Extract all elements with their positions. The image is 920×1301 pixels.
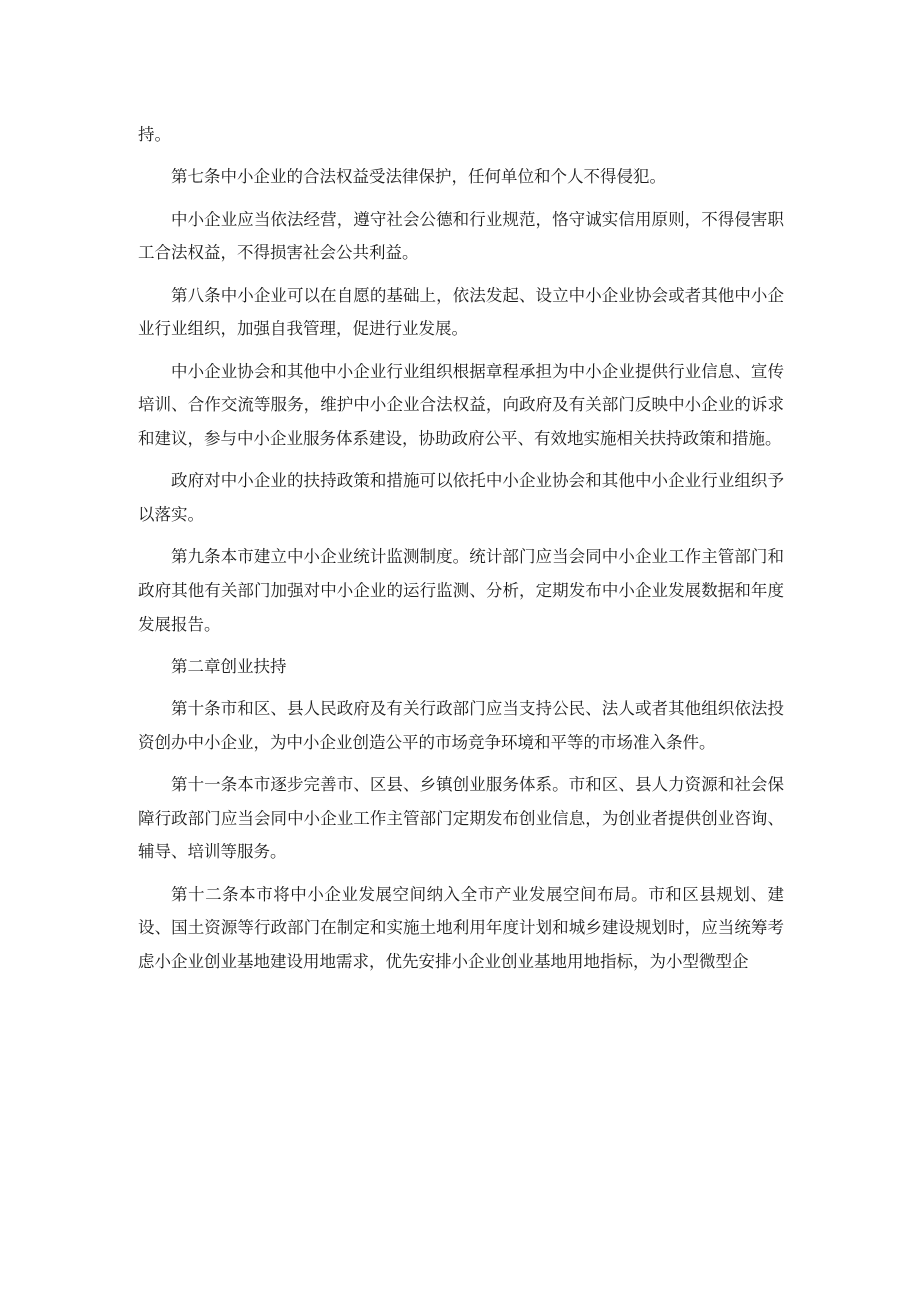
paragraph-article-8: 第八条中小企业可以在自愿的基础上，依法发起、设立中小企业协会或者其他中小企业行业组织，加强自我管理，促进行业发展。 [138, 285, 784, 339]
paragraph-article-7: 第七条中小企业的合法权益受法律保护，任何单位和个人不得侵犯。 [171, 167, 666, 187]
paragraph-article-10: 第十条市和区、县人民政府及有关行政部门应当支持公民、法人或者其他组织依法投资创办中小企业，为中小企业创造公平的市场竞争环境和平等的市场准入条件。 [138, 699, 784, 752]
paragraph-article-7-clause-2: 中小企业应当依法经营，遵守社会公德和行业规范，恪守诚实信用原则，不得侵害职工合法权益，不得损害社会公共利益。 [138, 209, 784, 263]
paragraph-article-11: 第十一条本市逐步完善市、区县、乡镇创业服务体系。市和区、县人力资源和社会保障行政部门应当会同中小企业工作主管部门定期发布创业信息，为创业者提供创业咨询、辅导、培训等服务。 [138, 775, 784, 862]
document-body [138, 118, 784, 987]
paragraph-article-8-clause-2: 中小企业协会和其他中小企业行业组织根据章程承担为中小企业提供行业信息、宣传培训、合作交流等服务，维护中小企业合法权益，向政府及有关部门反映中小企业的诉求和建议，参与中小企业服务体系建设，协助政府公平、有效地实施相关扶持政策和措施。 [138, 361, 784, 448]
paragraph-article-9: 第九条本市建立中小企业统计监测制度。统计部门应当会同中小企业工作主管部门和政府其他有关部门加强对中小企业的运行监测、分析，定期发布中小企业发展数据和年度发展报告。 [138, 547, 784, 634]
paragraph-continuation: 持。 [138, 125, 171, 144]
chapter-heading: 第二章创业扶持 [171, 656, 287, 676]
paragraph-article-12: 第十二条本市将中小企业发展空间纳入全市产业发展空间布局。市和区县规划、建设、国土资源等行政部门在制定和实施土地利用年度计划和城乡建设规划时，应当统筹考虑小企业创业基地建设用地需求，优先安排小企业创业基地用地指标，为小型微型企 [138, 884, 784, 972]
paragraph-article-8-clause-3: 政府对中小企业的扶持政策和措施可以依托中小企业协会和其他中小企业行业组织予以落实。 [138, 471, 784, 524]
